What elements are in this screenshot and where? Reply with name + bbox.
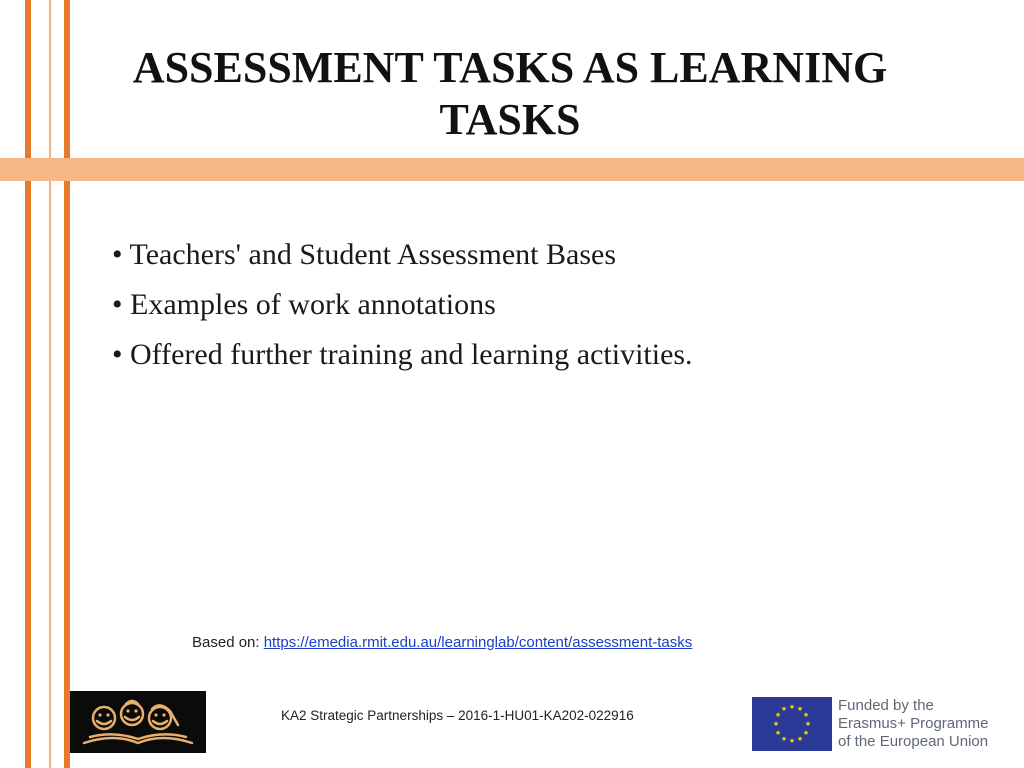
bullet-list <box>112 230 693 380</box>
project-logo-icon <box>70 691 206 753</box>
decorative-vertical-line-1 <box>25 0 31 768</box>
source-link[interactable]: https://emedia.rmit.edu.au/learninglab/content/assessment-tasks <box>263 634 693 651</box>
slide-title: ASSESSMENT TASKS AS LEARNING TASKS <box>132 43 888 144</box>
svg-text:★: ★ <box>802 729 810 737</box>
svg-text:★: ★ <box>788 703 796 711</box>
decorative-vertical-line-3 <box>64 0 70 768</box>
svg-text:★: ★ <box>804 720 812 728</box>
svg-text:★: ★ <box>774 729 782 737</box>
eu-funding-statement <box>838 697 1018 751</box>
source-citation <box>192 634 692 651</box>
eu-flag-icon <box>752 697 832 751</box>
svg-text:★: ★ <box>796 735 804 743</box>
svg-text:★: ★ <box>796 705 804 713</box>
footer-project-reference: KA2 Strategic Partnerships – 2016-1-HU01-KA202-022916 <box>281 708 634 723</box>
decorative-vertical-line-2 <box>49 0 51 768</box>
svg-text:★: ★ <box>772 720 780 728</box>
project-logo <box>70 691 206 753</box>
eu-stars-icon <box>752 697 832 751</box>
title-underline-band <box>0 158 1024 181</box>
svg-text:★: ★ <box>774 711 782 719</box>
svg-text:★: ★ <box>802 711 810 719</box>
bullet-item: • Offered further training and learning activities. <box>112 338 693 371</box>
svg-text:★: ★ <box>780 705 788 713</box>
bullet-item: • Examples of work annotations <box>112 288 496 321</box>
eu-funding-line: of the European Union <box>838 733 989 750</box>
svg-text:★: ★ <box>780 735 788 743</box>
source-label: Based on: <box>192 634 264 651</box>
eu-funding-line: Erasmus+ Programme <box>838 715 989 732</box>
eu-funding-line: Funded by the <box>838 697 934 714</box>
svg-text:★: ★ <box>788 737 796 745</box>
bullet-item: • Teachers' and Student Assessment Bases <box>112 238 617 271</box>
